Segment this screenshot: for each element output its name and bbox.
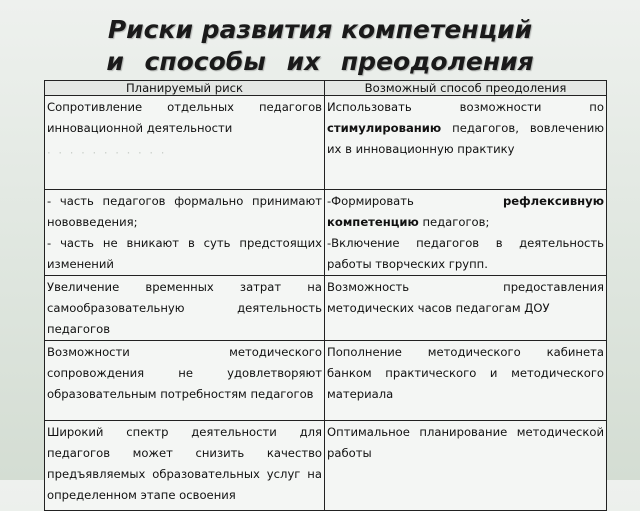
solution-bold-text: рефлексивную компетенцию — [327, 194, 604, 229]
risk-faded-text: · · · · · · · · · · · — [47, 146, 167, 160]
solution-text: -Включение педагогов в деятельность работы творческих групп. — [327, 236, 604, 271]
solution-cell — [325, 190, 607, 276]
risk-text: Широкий спектр деятельности для педагогов может снизить качество предъявляемых образовательных услуг на определенном этапе освоения — [47, 425, 322, 502]
slide-title — [0, 14, 640, 78]
solution-cell — [325, 341, 607, 421]
table-row — [45, 190, 607, 276]
risk-cell — [45, 276, 325, 341]
solution-text: Оптимальное планирование методической работы — [327, 425, 604, 460]
solution-text: Возможность предоставления методических часов педагогам ДОУ — [327, 280, 604, 315]
risk-text: Сопротивление отдельных педагогов инновационной деятельности — [47, 100, 322, 135]
table-row — [45, 341, 607, 421]
risk-cell — [45, 190, 325, 276]
table-row — [45, 421, 607, 511]
solution-text: -Формировать — [327, 194, 414, 208]
risk-cell — [45, 96, 325, 190]
solution-bold-text: стимулированию — [327, 121, 442, 135]
risks-table — [44, 80, 607, 511]
risk-cell — [45, 341, 325, 421]
header-solution: Возможный способ преодоления — [325, 81, 607, 96]
table-row — [45, 96, 607, 190]
title-line-2: и способы их преодоления — [106, 47, 534, 76]
solution-text: Использовать возможности по — [327, 100, 604, 114]
risk-text: Увеличение временных затрат на самообразовательную деятельность педагогов — [47, 280, 322, 336]
solution-text: педагогов; — [422, 215, 490, 229]
table-header-row — [45, 81, 607, 96]
title-line-1: Риски развития компетенций — [107, 15, 533, 44]
risk-text: - часть не вникают в суть предстоящих изменений — [47, 236, 322, 271]
solution-cell — [325, 421, 607, 511]
risk-text: - часть педагогов формально принимают нововведения; — [47, 194, 322, 229]
solution-text: Пополнение методического кабинета банком практического и методического материала — [327, 345, 604, 401]
risk-cell — [45, 421, 325, 511]
header-planned-risk: Планируемый риск — [45, 81, 325, 96]
solution-cell — [325, 276, 607, 341]
risk-text: Возможности методического сопровождения не удовлетворяют образовательным потребностям педагогов — [47, 345, 322, 401]
solution-cell — [325, 96, 607, 190]
solution-text: педагогов, вовлечению их в инновационную практику — [327, 121, 604, 156]
table-row — [45, 276, 607, 341]
